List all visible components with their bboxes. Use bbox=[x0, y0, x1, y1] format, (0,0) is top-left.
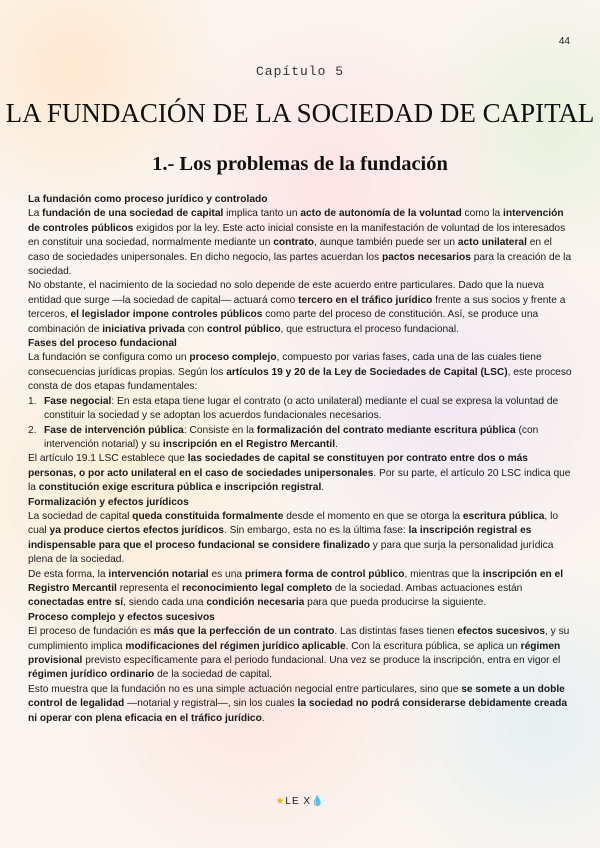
bold-text: contrato bbox=[273, 237, 314, 249]
text-run: , lo cual bbox=[28, 510, 559, 537]
bold-text: control público bbox=[206, 323, 281, 335]
bold-text: efectos sucesivos bbox=[457, 626, 545, 638]
bold-text: ya produce ciertos efectos jurídicos bbox=[49, 525, 224, 537]
bold-text: acto unilateral bbox=[457, 237, 527, 249]
bold-text: más que la perfección de un contrato bbox=[153, 626, 335, 638]
bold-text: escritura pública bbox=[462, 510, 545, 522]
text-run: , siendo cada una bbox=[123, 597, 207, 609]
bold-text: intervención notarial bbox=[108, 568, 209, 580]
list-item bbox=[28, 424, 572, 453]
list-item bbox=[28, 395, 572, 424]
text-run: desde el momento en que se otorga la bbox=[283, 510, 463, 522]
text-run: representa el bbox=[116, 582, 183, 594]
text-run: , compuesto por varias fases, cada una de las cuales tiene consecuencias jurídicas propias. Según los bbox=[28, 352, 542, 378]
text-run: La fundación se configura como un bbox=[28, 352, 190, 364]
text-run: Esto muestra que la fundación no es una simple actuación negocial entre particulares, sino que bbox=[28, 683, 462, 695]
bold-text: iniciativa privada bbox=[102, 323, 185, 335]
text-run: . bbox=[321, 482, 325, 494]
text-run: : En esta etapa tiene lugar el contrato (o acto unilateral) mediante el cual se expresa la voluntad de constituir la sociedad y se adoptan los acuerdos fundacionales necesarios. bbox=[44, 395, 559, 422]
text-run: para que pueda producirse la siguiente. bbox=[304, 597, 487, 609]
bold-text: Fase negocial bbox=[44, 395, 112, 407]
text-run: La sociedad de capital bbox=[28, 510, 133, 522]
text-run: (con intervención notarial) y su bbox=[44, 424, 539, 450]
chapter-label: Capítulo 5 bbox=[255, 64, 344, 79]
bold-text: la inscripción registral es indispensable para que el proceso fundacional se considere finalizado bbox=[28, 525, 532, 551]
footer-logo bbox=[0, 796, 600, 807]
text-run: . bbox=[335, 438, 338, 450]
text-run: y para que surja la personalidad jurídica plena de la sociedad. bbox=[28, 539, 554, 566]
text-run: , este proceso consta de dos etapas fundamentales: bbox=[28, 366, 572, 393]
star-icon: ★ bbox=[275, 796, 286, 807]
bold-text: la sociedad no podrá considerarse debidamente creada ni operar con plena eficacia en el tráfico jurídico bbox=[28, 698, 567, 724]
bold-text: proceso complejo bbox=[189, 352, 277, 364]
paragraph bbox=[28, 510, 572, 568]
text-run: implica tanto un bbox=[223, 208, 301, 220]
list-number: 1. bbox=[28, 395, 37, 407]
paragraph bbox=[28, 683, 572, 726]
bold-text: acto de autonomía de la voluntad bbox=[300, 208, 462, 220]
text-run: . Con la escritura pública, se aplica un bbox=[345, 640, 521, 652]
text-run: previsto específicamente para el periodo fundacional. Una vez se produce la inscripción, entra en vigor el bbox=[82, 655, 561, 666]
bold-text: tercero en el tráfico jurídico bbox=[298, 294, 433, 306]
page-number: 44 bbox=[558, 36, 570, 47]
bold-text: inscripción en el Registro Mercantil bbox=[162, 438, 336, 450]
text-run: El proceso de fundación es bbox=[28, 626, 154, 638]
text-run: en el caso de sociedades unipersonales. En dicho negocio, las partes acuerdan los bbox=[28, 237, 552, 263]
list-number: 2. bbox=[28, 424, 37, 436]
paragraph bbox=[28, 279, 572, 337]
section-heading: Fases del proceso fundacional bbox=[28, 338, 177, 350]
text-run: , y su cumplimiento implica bbox=[28, 626, 570, 652]
bold-text: se somete a un doble control de legalidad bbox=[28, 683, 565, 710]
text-run: . bbox=[261, 712, 265, 724]
bold-text: constitución exige escritura pública e inscripción registral bbox=[38, 482, 322, 494]
bold-text: condición necesaria bbox=[206, 597, 305, 609]
section-heading: Formalización y efectos jurídicos bbox=[28, 496, 189, 508]
bold-text: inscripción en el Registro Mercantil bbox=[28, 568, 564, 594]
text-run: para la creación de la sociedad. bbox=[28, 251, 572, 278]
bold-text: formalización del contrato mediante escritura pública bbox=[256, 424, 516, 436]
text-run: —notarial y registral—, sin los cuales bbox=[124, 698, 298, 710]
text-run: . Las distintas fases tienen bbox=[334, 626, 458, 638]
text-run: . Por su parte, el artículo 20 LSC indica que la bbox=[28, 467, 571, 494]
bold-text: pactos necesarios bbox=[381, 251, 471, 263]
paragraph bbox=[28, 351, 572, 394]
paragraph bbox=[28, 568, 572, 611]
paragraph bbox=[28, 625, 572, 683]
text-run: de la sociedad de capital. bbox=[154, 669, 273, 681]
brand-text: LE X bbox=[285, 796, 312, 807]
text-run: frente a sus socios y frente a terceros, bbox=[28, 294, 566, 321]
bold-text: primera forma de control público bbox=[244, 568, 405, 580]
paragraph bbox=[28, 207, 572, 279]
page-title: LA FUNDACIÓN DE LA SOCIEDAD DE CAPITAL bbox=[5, 98, 595, 128]
text-run: La bbox=[28, 208, 43, 220]
bold-text: queda constituida formalmente bbox=[132, 510, 284, 522]
text-run: como parte del proceso de constitución. Así, se produce una combinación de bbox=[28, 309, 539, 335]
bold-text: régimen jurídico ordinario bbox=[28, 669, 155, 681]
text-run: es una bbox=[208, 568, 245, 580]
bold-text: fundación de una sociedad de capital bbox=[42, 208, 224, 220]
bold-text: artículos 19 y 20 de la Ley de Sociedades de Capital (LSC) bbox=[226, 366, 508, 378]
text-run: con bbox=[184, 323, 207, 335]
bold-text: reconocimiento legal completo bbox=[182, 582, 333, 594]
bold-text: conectadas entre sí bbox=[28, 597, 124, 609]
bold-text: Fase de intervención pública bbox=[44, 424, 184, 436]
bold-text: intervención de controles públicos bbox=[28, 208, 564, 234]
paragraph bbox=[28, 452, 572, 495]
drop-icon: 💧 bbox=[311, 796, 325, 807]
text-run: De esta forma, la bbox=[28, 568, 109, 580]
section-heading: La fundación como proceso jurídico y controlado bbox=[28, 194, 268, 205]
section-heading: Proceso complejo y efectos sucesivos bbox=[28, 611, 215, 623]
text-run: de la sociedad. Ambas actuaciones están bbox=[332, 582, 523, 594]
text-run: No obstante, el nacimiento de la sociedad no solo depende de este acuerdo entre particulares. Dado que la nueva entidad que surge —la sociedad de capital— actuará como bbox=[28, 280, 544, 306]
document-body bbox=[28, 193, 572, 726]
bold-text: régimen provisional bbox=[28, 640, 561, 666]
text-run: como la bbox=[461, 208, 504, 220]
text-run: , aunque también puede ser un bbox=[313, 237, 458, 249]
text-run: El artículo 19.1 LSC establece que bbox=[28, 453, 188, 465]
numbered-list bbox=[28, 395, 572, 453]
bold-text: las sociedades de capital se constituyen por contrato entre dos o más personas, o por acto unilateral en el caso de sociedades unipersonales bbox=[28, 453, 528, 479]
text-run: . Sin embargo, esta no es la última fase: bbox=[223, 525, 409, 537]
section-title: 1.- Los problemas de la fundación bbox=[152, 153, 448, 175]
bold-text: modificaciones del régimen jurídico aplicable bbox=[125, 640, 346, 652]
text-run: , mientras que la bbox=[404, 568, 483, 580]
text-run: : Consiste en la bbox=[183, 424, 257, 436]
bold-text: el legislador impone controles públicos bbox=[70, 309, 263, 321]
text-run: , que estructura el proceso fundacional. bbox=[280, 323, 459, 335]
text-run: exigidos por la ley. Este acto inicial consiste en la manifestación de voluntad de los interesados en constituir una sociedad, normalmente mediante un bbox=[28, 222, 566, 249]
